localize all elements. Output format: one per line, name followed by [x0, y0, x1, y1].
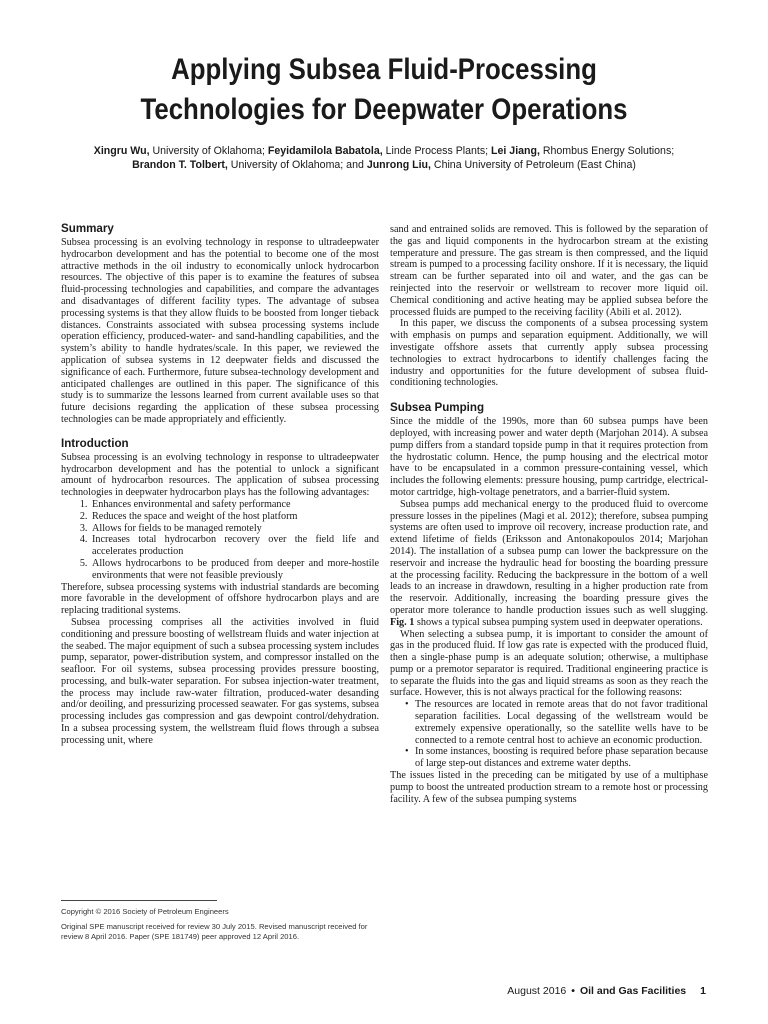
pumping-text: shows a typical subsea pumping system used in deepwater operations. [414, 616, 703, 628]
list-item-text: The resources are located in remote areas that do not favor traditional separation facilities. Local degassing of the wellstream would be extremely expensive operationally, so the satellite wells have to be connected to a remote central host to achieve an economic production. [415, 699, 708, 746]
reasons-list [390, 699, 708, 770]
author-affiliation: China University of Petroleum (East China) [430, 159, 636, 171]
right-column [390, 224, 708, 805]
pumping-paragraph: Since the middle of the 1990s, more than 60 subsea pumps have been deployed, with increasing power and water depth (Marjohan 2014). A subsea pump differs from a standard topside pump in that it requires protection from the hydrostatic column. Hence, the pump housing and the electrical motor have to be encapsulated in a common pressure-containing vessel, which includes the following elements: pressure housing, pump cartridge, electrical-motor cartridge, high-voltage penetrators, and a barrier-fluid system. [390, 416, 708, 498]
page-number: 1 [700, 985, 706, 997]
bullet-icon: • [405, 699, 409, 711]
author-affiliation: University of Oklahoma; [149, 145, 265, 157]
footnote-rule [61, 900, 217, 901]
author-list [60, 144, 708, 172]
author-affiliation: Rhombus Energy Solutions; [539, 145, 675, 157]
author-name: Xingru Wu, [93, 145, 150, 157]
author-name: Feyidamilola Babatola, [267, 145, 383, 157]
author-affiliation: University of Oklahoma; and [227, 159, 364, 171]
list-item: 1. Enhances environmental and safety performance [90, 499, 379, 511]
introduction-heading: Introduction [61, 436, 129, 450]
summary-text: Subsea processing is an evolving technology in response to ultradeepwater hydrocarbon development and has the potential to become one of the most attractive methods in the oil industry to economically unlock hydrocarbon resources. The objective of this paper is to examine the features of subsea fluid-processing technologies and capabilities, and compare the advantages and disadvantages of different facility types. The advantage of subsea processing systems is that they allow fluids to be boosted from longer tieback distances. Constraints associated with subsea processing systems include operation efficiency, produced-water- and sand-handling capabilities, and the system’s ability to handle hydrates/scale. In this paper, we reviewed the application of subsea systems in 12 deepwater fields and discussed the significance of each. Furthermore, future subsea-technology development and anticipated challenges are outlined in this paper. The significance of this study is to summarize the lessons learned from current available uses so that future decisions regarding the application of these subsea processing technologies can be made appropriately and efficiently. [61, 237, 379, 425]
author-name: Brandon T. Tolbert, [132, 159, 228, 171]
paper-title [54, 50, 714, 130]
pumping-paragraph [390, 499, 708, 629]
left-column [61, 222, 379, 747]
intro-paragraph: Subsea processing is an evolving technology in response to ultradeepwater hydrocarbon development and has the potential to unlock a significant amount of hydrocarbon resources. The application of subsea processing technologies in deepwater hydrocarbon plays has the following advantages: [61, 451, 379, 499]
title-line-2: Technologies for Deepwater Operations [140, 93, 628, 126]
intro-paragraph: In this paper, we discuss the components of a subsea processing system with emphasis on pumps and separation equipment. Additionally, we will investigate offshore assets that currently apply subsea processing technologies to extract hydrocarbons to identify challenges facing the industry and opportunities for the future development of subsea fluid-conditioning technologies. [390, 318, 708, 389]
author-name: Junrong Liu, [366, 159, 431, 171]
pumping-text: Subsea pumps add mechanical energy to the produced fluid to overcome pressure losses in the pipelines (Magi et al. 2012); therefore, subsea pumping systems are often used to improve oil recovery, increase production rate, and extend lifetime of fields (Eriksson and Antonakopoulos 2014; Marjohan 2014). The installation of a subsea pump can lower the backpressure on the reservoir and increase the hydraulic head for boosting the boarding pressure at the processing facility. Reducing the backpressure in the bottom of a well leads to an increase in drawdown, resulting in a higher production rate from the reservoir. Additionally, increasing the boarding pressure gives the operator more tolerance to handle production issues such as well slugging. [390, 498, 708, 616]
separator-dot: • [571, 985, 575, 997]
list-item: 4. Increases total hydrocarbon recovery over the field life and accelerates production [90, 534, 379, 558]
summary-heading: Summary [61, 222, 114, 235]
list-item: 3. Allows for fields to be managed remotely [90, 523, 379, 535]
footnote [61, 900, 379, 947]
subsea-pumping-heading: Subsea Pumping [390, 401, 485, 415]
intro-paragraph: Therefore, subsea processing systems with industrial standards are becoming more favorable in the development of offshore hydrocarbon plays and are replacing traditional systems. [61, 581, 379, 617]
journal-name: Oil and Gas Facilities [579, 985, 687, 997]
page-footer [507, 984, 706, 998]
issue-date: August 2016 [507, 985, 567, 997]
title-line-1: Applying Subsea Fluid-Processing [171, 53, 597, 86]
figure-reference[interactable]: Fig. 1 [390, 616, 415, 628]
advantages-list [61, 499, 379, 582]
list-item-text: In some instances, boosting is required before phase separation because of large step-out distances and extreme water depths. [415, 746, 708, 770]
author-name: Lei Jiang, [491, 145, 540, 157]
list-item: 5. Allows hydrocarbons to be produced from deeper and more-hostile environments that were not feasible previously [90, 558, 379, 582]
bullet-icon: • [405, 746, 409, 758]
intro-paragraph: sand and entrained solids are removed. This is followed by the separation of the gas and liquid components in the hydrocarbon stream at the existing temperature and pressure. The gas stream is then compressed, and the liquid stream is pumped to a processing facility onshore. If it is necessary, the liquid stream can be further separated into oil and water, and the gas can be reinjected into the reservoir or wellstream to recover more liquid oil. Chemical conditioning and active heating may be applied subsea before the processed fluids are pumped to the receiving facility (Abili et al. 2012). [390, 224, 708, 318]
pumping-paragraph: When selecting a subsea pump, it is important to consider the amount of gas in the produced fluid. If low gas rate is expected with the produced fluid, then a single-phase pump is an adequate solution; otherwise, a multiphase pump or a premotor separator is required. Traditional engineering practice is to separate the fluids into the gas and liquid streams as soon as they reach the surface. However, this is not always practical for the following reasons: [390, 628, 708, 699]
intro-paragraph: Subsea processing comprises all the activities involved in fluid conditioning and pressure boosting of wellstream fluids and water injection at the seabed. The major equipment of such a subsea processing system includes pump, separator, power-distribution system, and compressor installed on the seafloor. For oil systems, subsea processing provides pressure boosting, processing, and bulk-water separation. For subsea injection-water treatment, the process may include raw-water filtration, produced-water desanding and/or deoiling, and pressurizing processed seawater. For gas systems, subsea processing includes gas compression and gas dewpoint control/dehydration. In a subsea processing system, the wellstream fluid flows through a subsea processing unit, where [61, 616, 379, 746]
list-item [405, 746, 708, 770]
list-item [405, 699, 708, 746]
list-item: 2. Reduces the space and weight of the host platform [90, 511, 379, 523]
author-affiliation: Linde Process Plants; [382, 145, 489, 157]
copyright-text: Copyright © 2016 Society of Petroleum Engineers [61, 907, 229, 916]
manuscript-note: Original SPE manuscript received for review 30 July 2015. Revised manuscript received for review 8 April 2016. Paper (SPE 181749) peer approved 12 April 2016. [61, 921, 368, 941]
pumping-paragraph: The issues listed in the preceding can be mitigated by use of a multiphase pump to boost the untreated production stream to a remote host or processing facility. A few of the subsea pumping systems [390, 770, 708, 805]
